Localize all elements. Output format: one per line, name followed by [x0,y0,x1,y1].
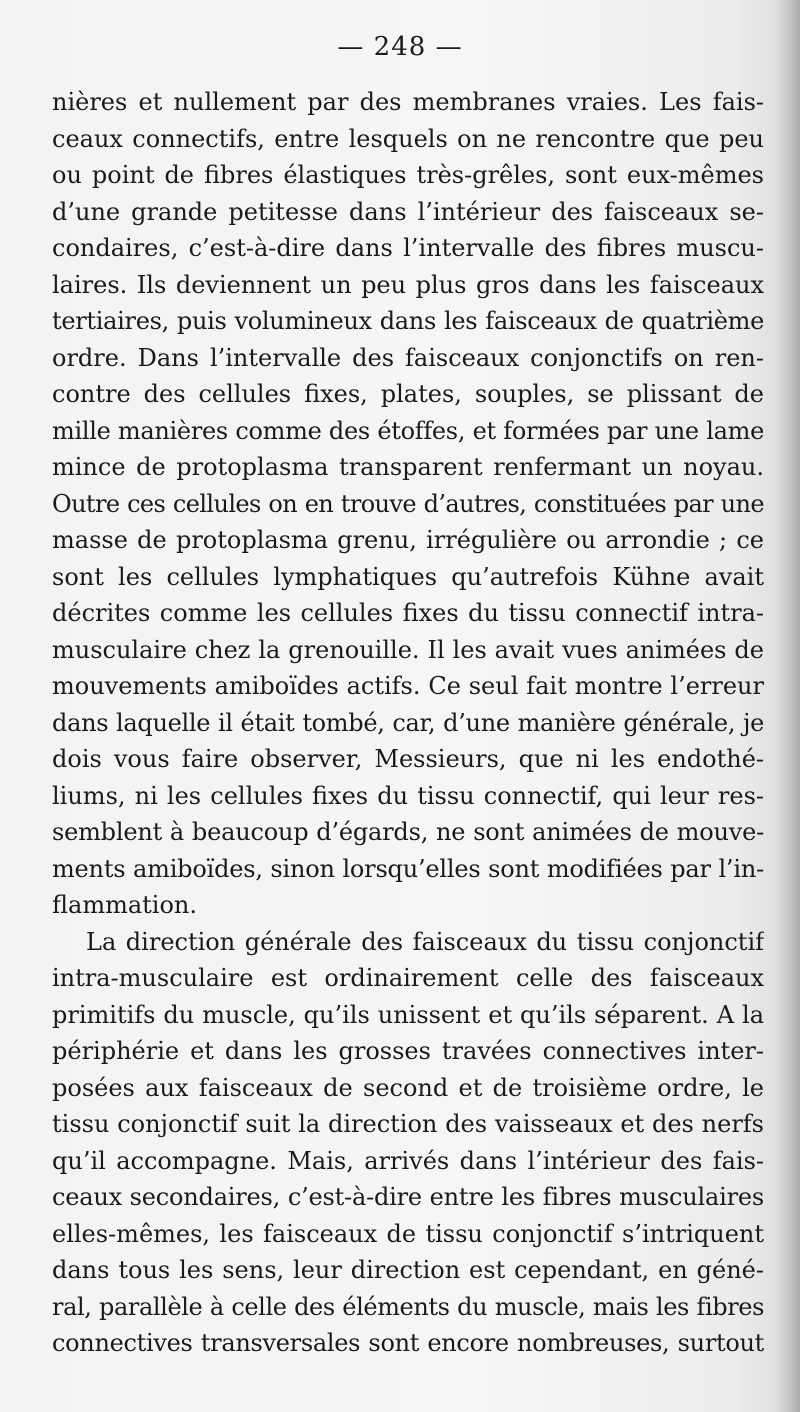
text-line: mille manières comme des étoffes, et formées par une lame [52,416,764,445]
text-line: dois vous faire observer, Messieurs, que ni les endothé- [52,745,764,773]
text-line: semblent à beaucoup d’égards, ne sont animées de mouve- [52,818,764,846]
text-line: décrites comme les cellules fixes du tissu connectif intra- [52,599,764,627]
page-number: — 248 — [337,32,463,62]
text-line: connectives transversales sont encore nombreuses, surtout [52,1329,764,1357]
text-line: tissu conjonctif suit la direction des vaisseaux et des nerfs [52,1110,764,1138]
paragraph-2 [52,924,764,1362]
text-line: dans tous les sens, leur direction est cependant, en géné- [52,1256,764,1284]
paragraph-1 [52,84,764,924]
text-line: sont les cellules lymphatiques qu’autrefois Kühne avait [52,562,764,591]
text-line: elles-mêmes, les faisceaux de tissu conjonctif s’intriquent [52,1219,764,1248]
text-line: ral, parallèle à celle des éléments du muscle, mais les fibres [52,1292,764,1321]
text-line: ou point de fibres élastiques très-grêles, sont eux-mêmes [52,161,764,189]
text-line: qu’il accompagne. Mais, arrivés dans l’intérieur des fais- [52,1146,764,1175]
text-line: ordre. Dans l’intervalle des faisceaux conjonctifs on ren- [52,343,764,372]
body-text [52,84,764,1362]
text-line: primitifs du muscle, qu’ils unissent et qu’ils séparent. A la [52,1000,764,1029]
text-line: Outre ces cellules on en trouve d’autres, constituées par une [52,489,764,518]
text-line: contre des cellules fixes, plates, souples, se plissant de [52,380,764,408]
text-line: flammation. [52,891,197,919]
text-line: La direction générale des faisceaux du tissu conjonctif [86,927,764,956]
text-line: condaires, c’est-à-dire dans l’intervalle des fibres muscu- [52,234,764,262]
text-line: musculaire chez la grenouille. Il les avait vues animées de [52,635,764,664]
text-line: périphérie et dans les grosses travées connectives inter- [52,1037,764,1065]
text-line: mouvements amiboïdes actifs. Ce seul fait montre l’erreur [52,672,764,700]
text-line: liums, ni les cellules fixes du tissu connectif, qui leur res- [52,781,764,810]
text-line: ceaux secondaires, c’est-à-dire entre les fibres musculaires [52,1183,764,1211]
text-line: d’une grande petitesse dans l’intérieur des faisceaux se- [52,197,764,226]
text-line: posées aux faisceaux de second et de troisième ordre, le [52,1073,764,1102]
text-line: mince de protoplasma transparent renfermant un noyau. [52,453,764,481]
text-line: nières et nullement par des membranes vraies. Les fais- [52,88,764,116]
page-edge-shadow [774,0,800,1412]
text-line: masse de protoplasma grenu, irrégulière ou arrondie ; ce [52,526,764,554]
text-line: dans laquelle il était tombé, car, d’une manière générale, je [52,708,764,737]
text-line: tertiaires, puis volumineux dans les faisceaux de quatrième [52,307,764,335]
text-line: intra-musculaire est ordinairement celle des faisceaux [52,964,764,992]
text-line: laires. Ils deviennent un peu plus gros dans les faisceaux [52,270,764,299]
text-line: ments amiboïdes, sinon lorsqu’elles sont modifiées par l’in- [52,854,764,883]
text-line: ceaux connectifs, entre lesquels on ne rencontre que peu [52,124,764,153]
